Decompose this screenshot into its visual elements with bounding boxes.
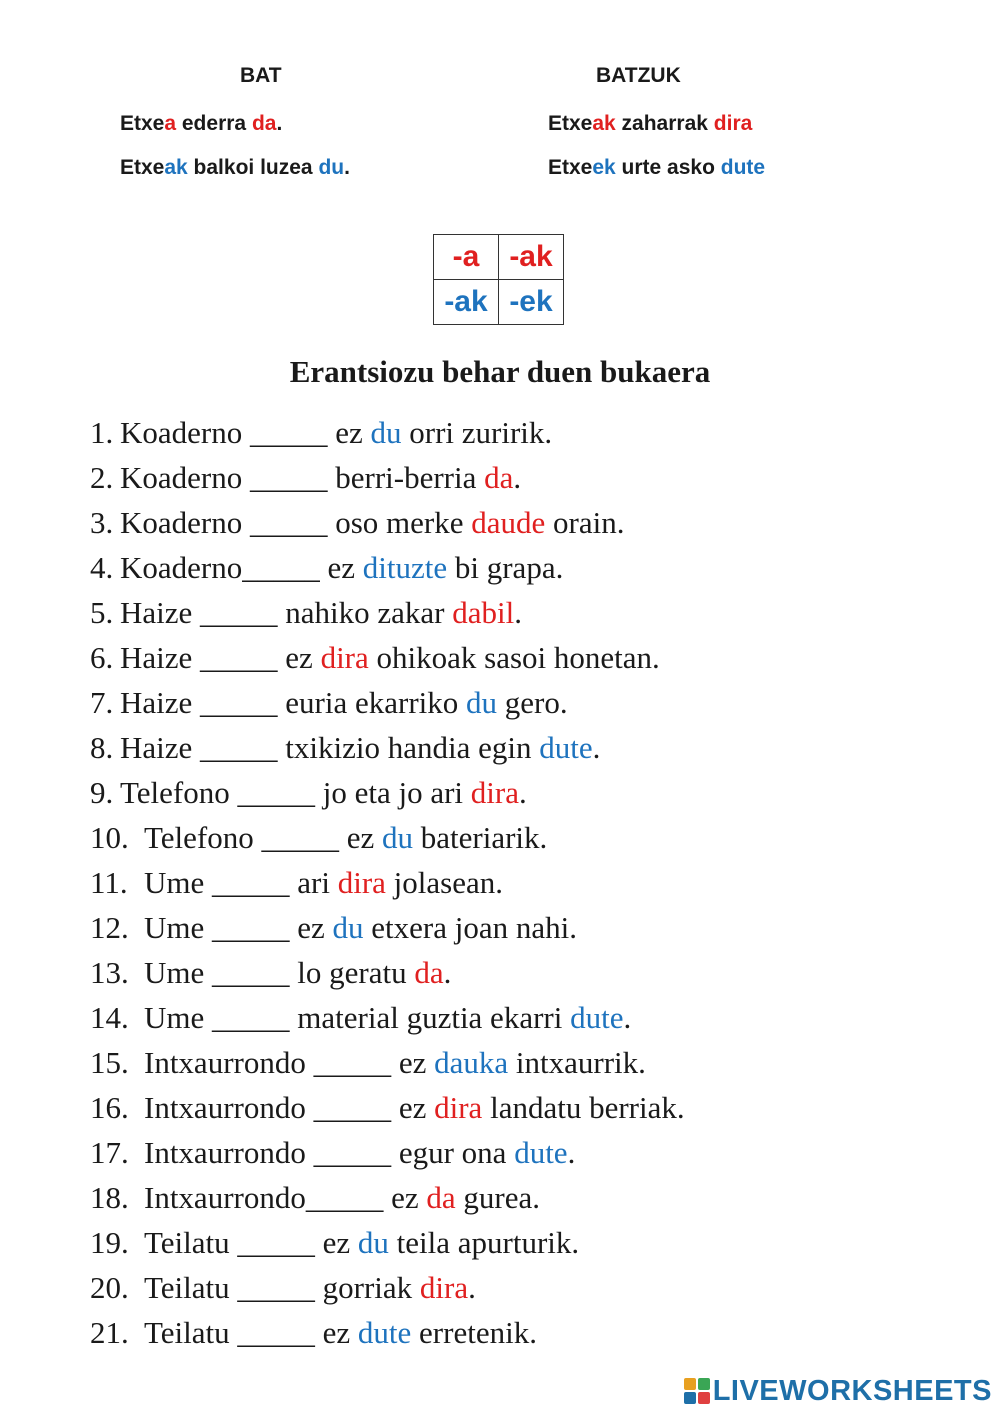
plural-column-heading: BATZUK	[596, 64, 681, 87]
exercise-row	[90, 410, 685, 455]
exercise-verb: dute	[570, 1000, 624, 1035]
exercise-verb: du	[466, 685, 498, 720]
exercise-text: ez	[335, 415, 371, 450]
exercise-text: bi grapa.	[447, 550, 564, 585]
exercise-text: bateriarik.	[413, 820, 548, 855]
exercise-text: teila apurturik.	[388, 1225, 580, 1260]
exercise-subject: Ume	[144, 1000, 205, 1035]
exercise-text: egur ona	[398, 1135, 515, 1170]
exercise-verb: dira	[419, 1270, 469, 1305]
exercise-verb: da	[484, 460, 514, 495]
example-blue-segment: ek	[592, 156, 616, 179]
exercise-row	[90, 1220, 685, 1265]
exercise-text: berri-berria	[335, 460, 485, 495]
exercise-number: 17.	[90, 1135, 129, 1170]
exercise-text: ez	[327, 550, 363, 585]
exercise-text: jo eta jo ari	[322, 775, 471, 810]
example-text-segment: .	[344, 156, 350, 179]
exercise-text: lo geratu	[297, 955, 415, 990]
exercise-text: euria ekarriko	[285, 685, 467, 720]
exercise-text: etxera joan nahi.	[363, 910, 578, 945]
exercise-number: 14.	[90, 1000, 129, 1035]
exercise-row	[90, 1175, 685, 1220]
exercise-number: 18.	[90, 1180, 129, 1215]
endings-row-ergative	[434, 280, 564, 325]
answer-blank[interactable]: _____	[242, 550, 328, 585]
exercise-row	[90, 1310, 685, 1355]
ending-singular-absolutive: -a	[434, 235, 499, 280]
exercise-subject: Intxaurrondo	[144, 1135, 306, 1170]
exercise-subject: Telefono	[144, 820, 254, 855]
exercise-number: 2.	[90, 460, 114, 495]
exercise-subject: Haize	[120, 730, 193, 765]
example-blue-segment: ak	[164, 156, 188, 179]
exercise-verb: dira	[320, 640, 369, 675]
exercise-number: 7.	[90, 685, 114, 720]
exercise-verb: du	[357, 1225, 389, 1260]
exercise-number: 19.	[90, 1225, 129, 1260]
endings-table	[433, 234, 564, 325]
exercise-row	[90, 905, 685, 950]
exercise-verb: da	[426, 1180, 456, 1215]
answer-blank[interactable]: _____	[242, 460, 336, 495]
exercise-row	[90, 1085, 685, 1130]
exercise-row	[90, 455, 685, 500]
exercise-number: 8.	[90, 730, 114, 765]
exercise-list	[90, 410, 685, 1355]
answer-blank[interactable]: _____	[229, 1315, 323, 1350]
logo-square	[684, 1378, 696, 1390]
exercise-subject: Intxaurrondo	[144, 1180, 306, 1215]
exercise-subject: Ume	[144, 865, 205, 900]
exercise-text: ez	[322, 1315, 358, 1350]
answer-blank[interactable]: _____	[204, 865, 298, 900]
plural-example-1	[548, 112, 752, 136]
example-red-segment: ak	[592, 112, 616, 135]
exercise-text: .	[519, 775, 527, 810]
exercise-text: nahiko zakar	[285, 595, 453, 630]
exercise-verb: dauka	[434, 1045, 509, 1080]
answer-blank[interactable]: _____	[229, 1270, 323, 1305]
exercise-text: gorriak	[322, 1270, 420, 1305]
exercise-row	[90, 860, 685, 905]
example-text-segment: Etxe	[548, 156, 593, 179]
exercise-subject: Teilatu	[144, 1225, 230, 1260]
exercise-subject: Haize	[120, 595, 193, 630]
exercise-text: orain.	[545, 505, 625, 540]
exercise-verb: du	[382, 820, 414, 855]
exercise-text: jolasean.	[385, 865, 503, 900]
example-text-segment: Etxe	[120, 112, 165, 135]
exercise-number: 9.	[90, 775, 114, 810]
example-text-segment: Etxe	[548, 112, 593, 135]
exercise-text: ez	[285, 640, 321, 675]
exercise-text: .	[514, 595, 523, 630]
logo-square	[698, 1378, 710, 1390]
example-text-segment: .	[276, 112, 283, 135]
exercise-verb: dute	[357, 1315, 412, 1350]
exercise-subject: Teilatu	[144, 1270, 230, 1305]
plural-example-2	[548, 156, 765, 180]
exercise-text: .	[592, 730, 601, 765]
ending-singular-ergative: -ak	[434, 280, 499, 325]
exercise-verb: dute	[514, 1135, 568, 1170]
exercise-text: erretenik.	[411, 1315, 537, 1350]
singular-example-1	[120, 112, 282, 136]
exercise-subject: Intxaurrondo	[144, 1045, 306, 1080]
exercise-text: .	[468, 1270, 476, 1305]
exercise-text: ez	[391, 1180, 427, 1215]
exercise-text: .	[513, 460, 522, 495]
exercise-text: .	[623, 1000, 632, 1035]
answer-blank[interactable]: _____	[305, 1045, 399, 1080]
example-red-segment: da	[251, 112, 277, 135]
exercise-subject: Telefono	[120, 775, 230, 810]
exercise-subject: Intxaurrondo	[144, 1090, 306, 1125]
exercise-text: ez	[398, 1090, 435, 1125]
exercise-row	[90, 1265, 685, 1310]
example-text-segment: Etxe	[120, 156, 165, 179]
exercise-verb: daude	[471, 505, 546, 540]
exercise-number: 5.	[90, 595, 114, 630]
answer-blank[interactable]: _____	[204, 1000, 298, 1035]
exercise-number: 4.	[90, 550, 114, 585]
exercise-text: gero.	[497, 685, 568, 720]
exercise-verb: dabil	[452, 595, 515, 630]
exercise-title: Erantsiozu behar duen bukaera	[289, 354, 711, 389]
liveworksheets-logo-icon	[684, 1378, 710, 1404]
exercise-row	[90, 500, 685, 545]
exercise-text: ohikoak sasoi honetan.	[368, 640, 660, 675]
exercise-text: txikizio handia egin	[285, 730, 540, 765]
example-blue-segment: dute	[720, 156, 766, 179]
ending-plural-ergative: -ek	[499, 280, 564, 325]
exercise-number: 10.	[90, 820, 129, 855]
exercise-text: .	[443, 955, 452, 990]
exercise-row	[90, 950, 685, 995]
answer-blank[interactable]: _____	[305, 1180, 392, 1215]
exercise-row	[90, 590, 685, 635]
exercise-verb: dira	[337, 865, 386, 900]
exercise-row	[90, 635, 685, 680]
answer-blank[interactable]: _____	[253, 820, 347, 855]
answer-blank[interactable]: _____	[305, 1135, 399, 1170]
answer-blank[interactable]: _____	[192, 685, 286, 720]
exercise-number: 15.	[90, 1045, 129, 1080]
example-red-segment: a	[164, 112, 177, 135]
exercise-number: 12.	[90, 910, 129, 945]
exercise-verb: dute	[539, 730, 593, 765]
example-text-segment: zaharrak	[615, 112, 714, 135]
answer-blank[interactable]: _____	[192, 640, 286, 675]
exercise-number: 13.	[90, 955, 129, 990]
exercise-number: 6.	[90, 640, 114, 675]
exercise-row	[90, 545, 685, 590]
exercise-subject: Ume	[144, 955, 205, 990]
exercise-text: material guztia ekarri	[297, 1000, 571, 1035]
exercise-row	[90, 1130, 685, 1175]
exercise-number: 3.	[90, 505, 114, 540]
answer-blank[interactable]: _____	[242, 415, 336, 450]
exercise-text: orri zuririk.	[401, 415, 553, 450]
exercise-text: gurea.	[455, 1180, 540, 1215]
answer-blank[interactable]: _____	[229, 1225, 323, 1260]
exercise-text: .	[567, 1135, 576, 1170]
exercise-text: ez	[398, 1045, 435, 1080]
exercise-row	[90, 770, 685, 815]
exercise-text: oso merke	[335, 505, 472, 540]
exercise-row	[90, 680, 685, 725]
exercise-row	[90, 815, 685, 860]
answer-blank[interactable]: _____	[192, 730, 286, 765]
exercise-verb: dira	[470, 775, 519, 810]
watermark-text: LIVEWORKSHEETS	[712, 1374, 992, 1407]
example-text-segment: balkoi luzea	[187, 156, 319, 179]
singular-example-2	[120, 156, 350, 180]
exercise-verb: du	[332, 910, 364, 945]
exercise-subject: Teilatu	[144, 1315, 230, 1350]
exercise-subject: Koaderno	[120, 505, 243, 540]
example-text-segment: ederra	[176, 112, 252, 135]
exercise-text: ez	[322, 1225, 358, 1260]
exercise-number: 11.	[90, 865, 128, 900]
endings-row-absolutive	[434, 235, 564, 280]
exercise-number: 21.	[90, 1315, 129, 1350]
exercise-subject: Ume	[144, 910, 205, 945]
exercise-row	[90, 725, 685, 770]
exercise-text: ez	[346, 820, 383, 855]
answer-blank[interactable]: _____	[229, 775, 323, 810]
liveworksheets-watermark	[684, 1374, 992, 1408]
exercise-row	[90, 1040, 685, 1085]
example-red-segment: dira	[713, 112, 753, 135]
exercise-text: landatu berriak.	[482, 1090, 685, 1125]
logo-square	[698, 1392, 710, 1404]
answer-blank[interactable]: _____	[204, 955, 298, 990]
exercise-row	[90, 995, 685, 1040]
answer-blank[interactable]: _____	[192, 595, 286, 630]
answer-blank[interactable]: _____	[305, 1090, 399, 1125]
exercise-number: 1.	[90, 415, 114, 450]
ending-plural-absolutive: -ak	[499, 235, 564, 280]
exercise-verb: da	[414, 955, 444, 990]
exercise-number: 16.	[90, 1090, 129, 1125]
exercise-verb: du	[370, 415, 402, 450]
exercise-subject: Koaderno	[120, 550, 243, 585]
exercise-verb: dituzte	[362, 550, 448, 585]
exercise-verb: dira	[434, 1090, 483, 1125]
exercise-text: ez	[297, 910, 333, 945]
exercise-number: 20.	[90, 1270, 129, 1305]
exercise-subject: Haize	[120, 685, 193, 720]
answer-blank[interactable]: _____	[242, 505, 336, 540]
exercise-subject: Koaderno	[120, 415, 243, 450]
answer-blank[interactable]: _____	[204, 910, 298, 945]
logo-square	[684, 1392, 696, 1404]
exercise-text: intxaurrik.	[508, 1045, 646, 1080]
exercise-subject: Koaderno	[120, 460, 243, 495]
exercise-text: ari	[297, 865, 338, 900]
exercise-subject: Haize	[120, 640, 193, 675]
singular-column-heading: BAT	[240, 64, 282, 87]
example-text-segment: urte asko	[615, 156, 721, 179]
example-blue-segment: du	[318, 156, 345, 179]
